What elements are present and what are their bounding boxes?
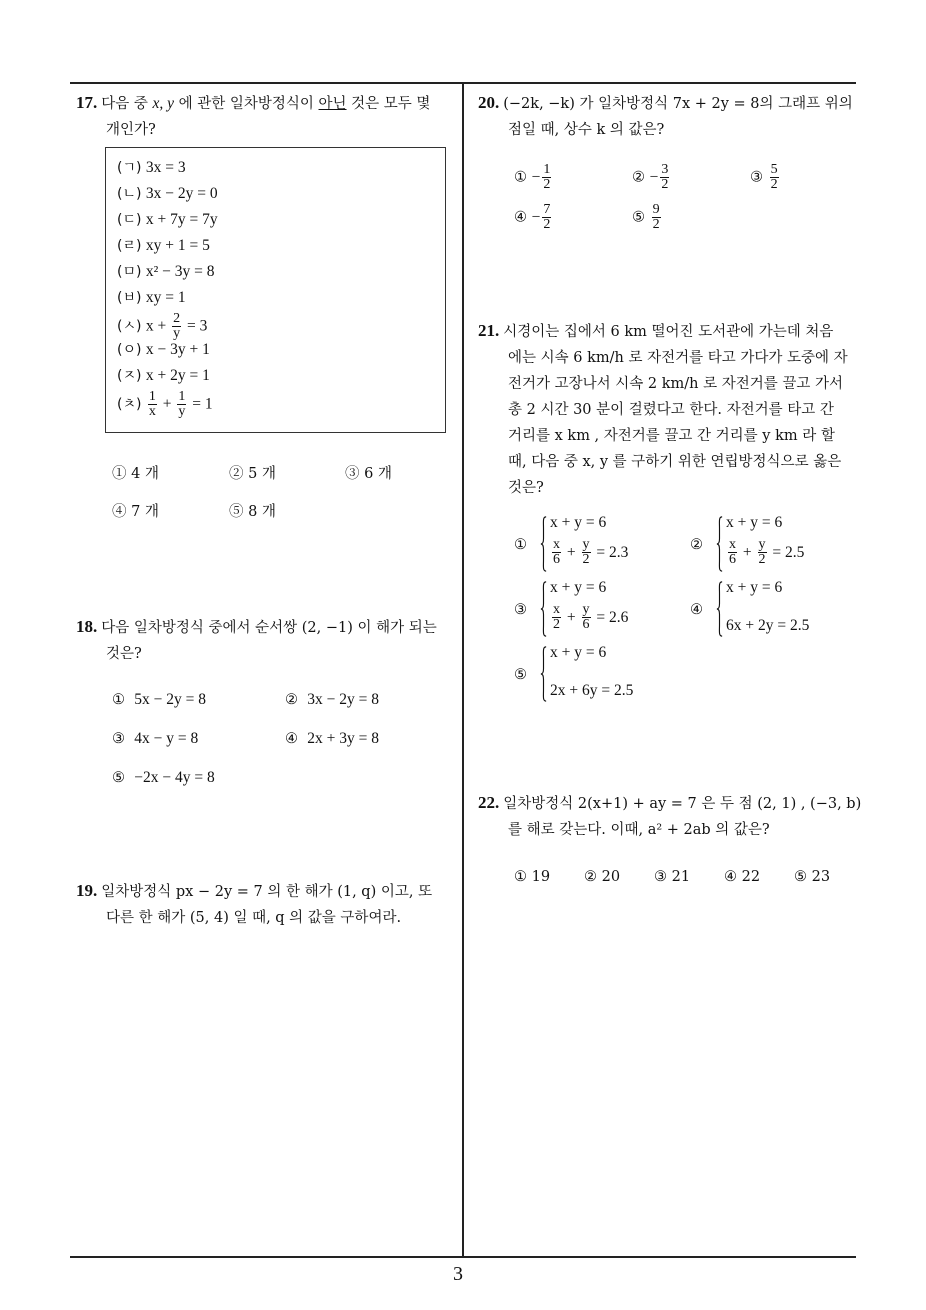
question-19-text-2: 다른 한 해가 (5, 4) 일 때, q 의 값을 구하여라.	[106, 910, 402, 926]
q17-option-1[interactable]: ① 4 개	[112, 466, 159, 482]
question-18	[76, 614, 461, 667]
question-18-number: 18.	[76, 617, 98, 636]
q22-option-1[interactable]: ① 19	[514, 869, 551, 885]
fraction-denominator: y	[173, 326, 181, 341]
fraction-denominator: 2	[661, 177, 669, 192]
left-brace-icon	[540, 512, 547, 576]
q17-equation-9	[117, 365, 210, 387]
fraction-numerator: 1	[148, 389, 156, 404]
equation-rhs: = 2.3	[592, 544, 629, 561]
operator: +	[563, 609, 580, 626]
equation-expression: 3x − 2y = 0	[145, 185, 218, 202]
q22-option-2[interactable]: ② 20	[584, 869, 621, 885]
fraction-denominator: 2	[582, 552, 590, 567]
question-19	[76, 878, 461, 931]
q22-option-3[interactable]: ③ 21	[654, 869, 691, 885]
equation-expression: x +	[145, 317, 171, 335]
q17-equation-3	[117, 209, 218, 231]
page-number: 3	[453, 1263, 463, 1285]
question-17-line-1: 17. 다음 중 x, y 에 관한 일차방정식이 아닌 것은 모두 몇	[76, 93, 431, 112]
system-equation-2: 6x + 2y = 2.5	[726, 617, 810, 634]
question-20	[478, 90, 863, 143]
bottom-rule	[70, 1256, 856, 1258]
option-mark: ④	[514, 209, 532, 226]
q21-option-5-system[interactable]	[540, 642, 690, 706]
equation-label: (ㄷ)	[117, 212, 142, 228]
q17-equation-5	[117, 261, 215, 283]
fraction-numerator: x	[729, 537, 736, 552]
question-21-number: 21.	[478, 321, 500, 340]
fraction-denominator: 2	[652, 217, 660, 232]
fraction	[728, 538, 737, 567]
system-equation-1: x + y = 6	[550, 644, 607, 661]
equation-expression: xy + 1 = 5	[145, 237, 210, 254]
q20-option-3[interactable]	[750, 163, 781, 192]
q20-option-5[interactable]	[632, 203, 663, 232]
system-equation-1: x + y = 6	[550, 579, 607, 596]
fraction	[552, 603, 561, 632]
question-19-number: 19.	[76, 881, 98, 900]
equation-rhs: = 2.6	[592, 609, 629, 626]
question-21-line-3: 전거가 고장나서 시속 2 km/h 로 자전거를 끌고 가서	[508, 376, 843, 392]
question-22-text-2: 를 해로 갖는다. 이때, a² + 2ab 의 값은?	[508, 822, 770, 838]
equation-label: (ㅇ)	[117, 342, 142, 358]
fraction-numerator: 3	[661, 162, 669, 177]
fraction-denominator: 2	[553, 617, 560, 632]
fraction	[582, 538, 591, 567]
fraction-denominator: 2	[758, 552, 766, 567]
system-equation-1: x + y = 6	[726, 514, 783, 531]
option-mark: ⑤	[632, 209, 650, 226]
q18-option-1[interactable]: ① 5x − 2y = 8	[112, 691, 206, 708]
option-mark: ②	[632, 169, 650, 186]
q22-option-5[interactable]: ⑤ 23	[794, 869, 831, 885]
q20-option-4[interactable]	[514, 203, 553, 232]
option-fraction	[770, 163, 779, 192]
fraction-numerator: y	[582, 537, 590, 552]
q17-option-4[interactable]: ④ 7 개	[112, 504, 159, 520]
q20-option-2[interactable]	[632, 163, 671, 192]
left-brace-icon	[540, 577, 547, 641]
question-18-text-2: 것은?	[106, 646, 142, 662]
q21-option-1-mark[interactable]: ①	[514, 537, 527, 553]
equation-label: (ㅈ)	[117, 368, 142, 384]
q17-equation-1	[117, 157, 186, 179]
option-mark: ③	[750, 169, 768, 186]
q17-equation-2	[117, 183, 218, 205]
q20-option-1[interactable]	[514, 163, 553, 192]
equation-rhs: = 2.5	[768, 544, 805, 561]
fraction-numerator: 9	[652, 202, 660, 217]
fraction-denominator: y	[178, 404, 186, 419]
fraction-numerator: y	[582, 602, 590, 617]
equation-label: (ㅁ)	[117, 264, 142, 280]
fraction-numerator: y	[758, 537, 766, 552]
fraction-numerator: 7	[543, 202, 551, 217]
q17-equation-6	[117, 287, 186, 309]
fraction-denominator: 2	[543, 177, 551, 192]
q21-option-3-mark[interactable]: ③	[514, 602, 527, 618]
q21-option-2-system[interactable]	[716, 512, 866, 576]
option-fraction	[542, 163, 551, 192]
question-17	[76, 90, 456, 143]
question-21	[478, 318, 863, 501]
fraction-denominator: 6	[729, 552, 736, 567]
fraction	[177, 390, 186, 419]
q22-option-4[interactable]: ④ 22	[724, 869, 761, 885]
fraction	[552, 538, 561, 567]
equation-expression: 3x = 3	[145, 159, 186, 176]
fraction-denominator: 2	[770, 177, 778, 192]
minus-sign: −	[531, 168, 541, 186]
question-21-line-2: 에는 시속 6 km/h 로 자전거를 타고 가다가 도중에 자	[508, 350, 848, 366]
equation-expression: x² − 3y = 8	[145, 263, 215, 280]
equation-expression: x − 3y + 1	[145, 341, 210, 358]
equation-label: (ㄹ)	[117, 238, 142, 254]
option-mark: ①	[514, 169, 532, 186]
system-equation-1: x + y = 6	[726, 579, 783, 596]
question-21-line-7: 것은?	[508, 480, 544, 496]
equation-expression: x + 2y = 1	[145, 367, 210, 384]
option-fraction	[652, 203, 661, 232]
system-equation-2	[550, 603, 628, 632]
fraction-denominator: 6	[582, 617, 590, 632]
q17-option-2[interactable]: ② 5 개	[229, 466, 276, 482]
fraction	[758, 538, 767, 567]
operator: +	[563, 544, 580, 561]
q18-option-2[interactable]: ② 3x − 2y = 8	[285, 691, 379, 708]
question-20-text-2: 점일 때, 상수 k 의 값은?	[508, 122, 665, 138]
q18-option-3[interactable]: ③ 4x − y = 8	[112, 730, 199, 747]
fraction-numerator: 2	[173, 311, 181, 326]
question-21-line-1: 시경이는 집에서 6 km 떨어진 도서관에 가는데 처음	[503, 324, 834, 340]
question-17-line-2: 개인가?	[106, 122, 156, 138]
minus-sign: −	[531, 208, 541, 226]
question-21-line-5: 거리를 x km , 자전거를 끌고 간 거리를 y km 라 할	[508, 428, 835, 444]
question-21-line-4: 총 2 시간 30 분이 걸렸다고 한다. 자전거를 타고 간	[508, 402, 834, 418]
q17-equation-7	[117, 311, 208, 341]
left-brace-icon	[716, 577, 723, 641]
question-20-text-1: (−2k, −k) 가 일차방정식 7x + 2y = 8의 그래프 위의	[503, 96, 853, 112]
equation-label: (ㄴ)	[117, 186, 142, 202]
option-fraction	[660, 163, 669, 192]
operator: +	[739, 544, 756, 561]
q21-option-5-mark[interactable]: ⑤	[514, 667, 527, 683]
q21-option-4-mark[interactable]: ④	[690, 602, 703, 618]
operator: +	[158, 395, 176, 413]
q17-option-5[interactable]: ⑤ 8 개	[229, 504, 276, 520]
fraction-denominator: 6	[553, 552, 560, 567]
equation-expression: x + 7y = 7y	[145, 211, 218, 228]
question-17-number: 17.	[76, 93, 98, 112]
question-22-text-1: 일차방정식 2(x+1) + ay = 7 은 두 점 (2, 1) , (−3, b)	[503, 796, 862, 812]
column-divider	[462, 82, 464, 1258]
question-22-number: 22.	[478, 793, 500, 812]
system-equation-1: x + y = 6	[550, 514, 607, 531]
fraction-numerator: 5	[770, 162, 778, 177]
system-equation-2	[550, 538, 628, 567]
fraction-denominator: 2	[543, 217, 551, 232]
question-20-number: 20.	[478, 93, 500, 112]
equation-label: (ㅅ)	[117, 318, 142, 335]
equation-label: (ㅂ)	[117, 290, 142, 306]
question-21-line-6: 때, 다음 중 x, y 를 구하기 위한 연립방정식으로 옳은	[508, 454, 842, 470]
fraction	[582, 603, 591, 632]
q17-equation-8	[117, 339, 210, 361]
equation-label: (ㄱ)	[117, 160, 142, 176]
q18-option-5[interactable]: ⑤ −2x − 4y = 8	[112, 769, 215, 786]
q21-option-4-system[interactable]	[716, 577, 866, 641]
minus-sign: −	[649, 168, 659, 186]
equation-rhs: = 1	[188, 395, 213, 413]
equation-expression: xy = 1	[145, 289, 186, 306]
underlined-not: 아닌	[318, 96, 347, 112]
fraction-numerator: x	[553, 537, 560, 552]
fraction	[148, 390, 157, 419]
q21-option-3-system[interactable]	[540, 577, 690, 641]
q21-option-1-system[interactable]	[540, 512, 690, 576]
q21-option-2-mark[interactable]: ②	[690, 537, 703, 553]
fraction-numerator: x	[553, 602, 560, 617]
left-brace-icon	[716, 512, 723, 576]
system-equation-2: 2x + 6y = 2.5	[550, 682, 634, 699]
question-18-text-1: 다음 일차방정식 중에서 순서쌍 (2, −1) 이 해가 되는	[101, 620, 437, 636]
fraction-numerator: 1	[543, 162, 551, 177]
question-22	[478, 790, 863, 843]
equation-rhs: = 3	[183, 317, 208, 335]
fraction-denominator: x	[148, 404, 156, 419]
question-19-text-1: 일차방정식 px − 2y = 7 의 한 해가 (1, q) 이고, 또	[101, 884, 433, 900]
equation-label: (ㅊ)	[117, 396, 142, 413]
fraction	[172, 312, 181, 341]
fraction-numerator: 1	[178, 389, 186, 404]
q17-equation-4	[117, 235, 210, 257]
system-equation-2	[726, 538, 804, 567]
q17-equation-10	[117, 389, 213, 419]
q18-option-4[interactable]: ④ 2x + 3y = 8	[285, 730, 379, 747]
q17-option-3[interactable]: ③ 6 개	[345, 466, 392, 482]
option-fraction	[542, 203, 551, 232]
left-brace-icon	[540, 642, 547, 706]
